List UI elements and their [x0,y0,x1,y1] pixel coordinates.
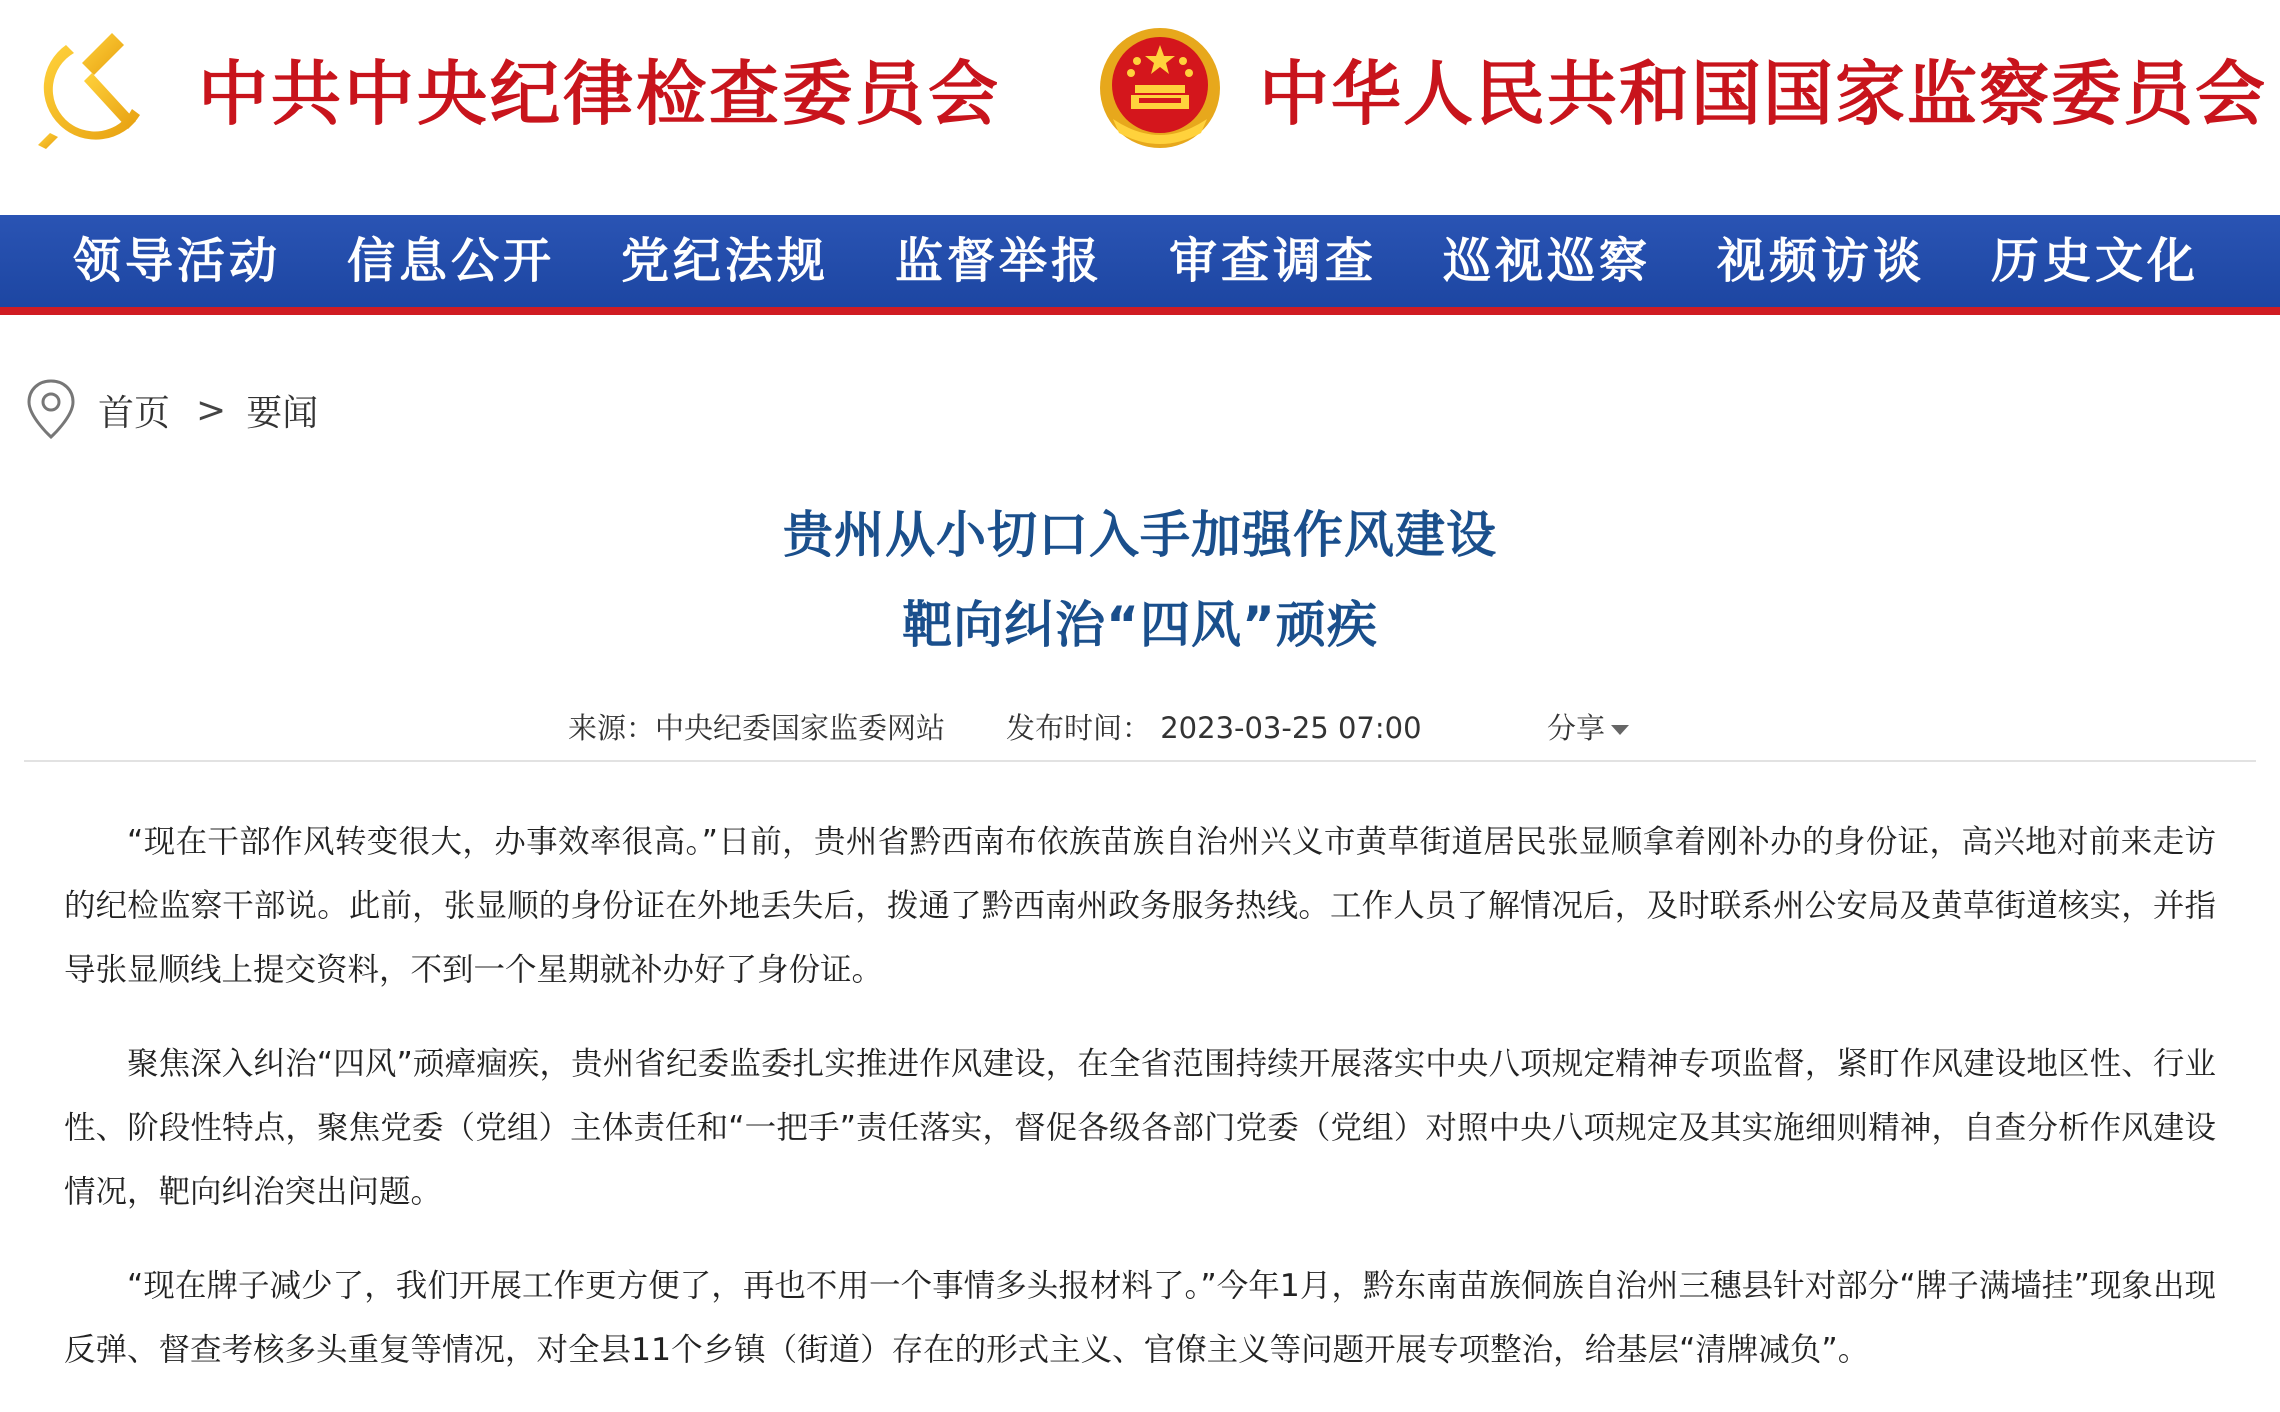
nav-item-disclosure[interactable]: 信息公开 [346,233,555,289]
nsc-brand[interactable] [1095,18,2267,158]
article-title-line1: 贵州从小切口入手加强作风建设 [783,506,1497,564]
breadcrumb-separator: > [196,389,227,431]
meta-divider [24,760,2256,762]
share-button[interactable] [1547,706,1629,747]
nav-item-video[interactable]: 视频访谈 [1716,233,1925,289]
party-emblem-icon [28,23,158,153]
breadcrumb-current[interactable]: 要闻 [246,392,319,434]
location-pin-icon [24,377,78,443]
nav-item-inspection[interactable]: 巡视巡察 [1442,233,1651,289]
chevron-down-icon [1611,725,1629,735]
site-header [0,0,2280,289]
article-paragraph: “现在干部作风转变很大，办事效率很高。”日前，贵州省黔西南布依族苗族自治州兴义市黄草街道居民张显顺拿着刚补办的身份证，高兴地对前来走访的纪检监察干部说。此前，张显顺的身份证在外地丢失后，拨通了黔西南州政务服务热线。工作人员了解情况后，及时联系州公安局及黄草街道核实，并指导张显顺线上提交资料，不到一个星期就补办好了身份证。 [64,824,2216,988]
article-paragraph: 聚焦深入纠治“四风”顽瘴痼疾，贵州省纪委监委扎实推进作风建设，在全省范围持续开展落实中央八项规定精神专项监督，紧盯作风建设地区性、行业性、阶段性特点，聚焦党委（党组）主体责任和“一把手”责任落实，督促各级各部门党委（党组）对照中央八项规定及其实施细则精神，自查分析作风建设情况，靶向纠治突出问题。 [64,1046,2216,1210]
nav-item-history[interactable]: 历史文化 [1990,233,2199,289]
nav-item-leadership[interactable]: 领导活动 [72,233,281,289]
breadcrumb-home[interactable]: 首页 [98,392,171,434]
nav-item-regulations[interactable]: 党纪法规 [620,233,829,289]
national-emblem-icon [1095,23,1225,153]
share-label: 分享 [1547,711,1606,745]
article-meta [0,700,2280,750]
article-paragraph: “现在牌子减少了，我们开展工作更方便了，再也不用一个事情多头报材料了。”今年1月，黔东南苗族侗族自治州三穗县针对部分“牌子满墙挂”现象出现反弹、督查考核多头重复等情况，对全县11个乡镇（街道）存在的形式主义、官僚主义等问题开展专项整治，给基层“清牌减负”。 [64,1268,2216,1368]
ccdi-title: 中共中央纪律检查委员会 [198,51,1001,135]
article-title-line2: 靶向纠治“四风”顽疾 [902,596,1378,654]
ccdi-brand[interactable] [28,18,1001,158]
main-nav [0,215,2280,315]
nsc-title: 中华人民共和国国家监察委员会 [1259,51,2267,135]
article-publish-time: 发布时间： 2023-03-25 07:00 [1006,711,1422,745]
nav-item-investigation[interactable]: 审查调查 [1168,233,1377,289]
breadcrumb [24,375,318,445]
nav-item-report[interactable]: 监督举报 [894,233,1103,289]
article-source: 来源：中央纪委国家监委网站 [568,711,946,745]
article-body [64,810,2216,1412]
